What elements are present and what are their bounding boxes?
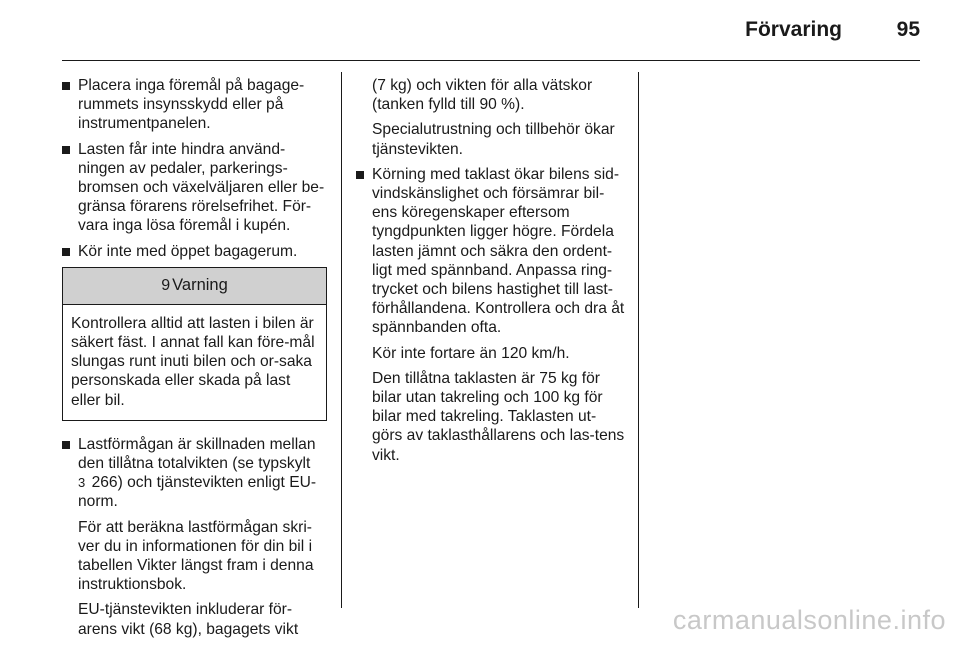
bullet-item: Placera inga föremål på bagage-rummets insynsskydd eller på instrumentpanelen. bbox=[62, 76, 327, 134]
warning-icon: 9 bbox=[161, 277, 171, 295]
column-left bbox=[62, 76, 327, 645]
header-rule bbox=[62, 60, 920, 61]
capacity-text-after-ref: 266) och tjänstevikten enligt EU-norm. bbox=[78, 474, 317, 511]
page-title: Förvaring bbox=[745, 18, 842, 41]
bullet-item-capacity bbox=[62, 435, 327, 512]
watermark: carmanualsonline.info bbox=[672, 605, 946, 635]
warning-box bbox=[62, 267, 327, 421]
bullet-item-roof-load: Körning med taklast ökar bilens sid-vindskänslighet och försämrar bil-ens köregenskaper eftersom tyngdpunkten ligger högre. Fördela lasten jämnt och säkra den ordent-ligt med spännband. Anpassa ring-trycket och bilens hastighet till last-förhållandena. Kontrollera och dra åt spännbanden ofta. bbox=[356, 165, 626, 338]
bullet-item: Lasten får inte hindra använd-ningen av pedaler, parkerings-bromsen och växelväljaren eller be-gränsa förarens rörelsefrihet. För-vara inga lösa föremål i kupén. bbox=[62, 140, 327, 236]
column-divider-left bbox=[341, 72, 342, 608]
page-number: 95 bbox=[896, 18, 920, 41]
warning-title: Varning bbox=[172, 276, 228, 295]
paragraph-roof-limit: Den tillåtna taklasten är 75 kg för bilar utan takreling och 100 kg för bilar med takreling. Taklasten ut-görs av taklasthållarens och las-tens vikt. bbox=[372, 369, 625, 464]
paragraph-special: Specialutrustning och tillbehör ökar tjänstevikten. bbox=[372, 121, 615, 158]
capacity-text: Lastförmågan är skillnaden mellan den tillåtna totalvikten (se typskylt bbox=[78, 435, 316, 473]
paragraph-continued: (7 kg) och vikten för alla vätskor (tanken fylld till 90 %). bbox=[372, 77, 593, 114]
paragraph-calc: För att beräkna lastförmågan skri-ver du in informationen för din bil i tabellen Vikter längst fram i denna instruktionsbok. bbox=[78, 518, 314, 594]
bullet-item: Kör inte med öppet bagagerum. bbox=[62, 242, 327, 261]
page-reference-icon: 3 bbox=[78, 475, 86, 491]
warning-body: Kontrollera alltid att lasten i bilen är säkert fäst. I annat fall kan före-mål slungas runt inuti bilen och or-saka personskada eller skada på last eller bil. bbox=[71, 314, 315, 409]
column-middle bbox=[356, 76, 626, 471]
column-divider-right bbox=[638, 72, 639, 608]
paragraph-speed: Kör inte fortare än 120 km/h. bbox=[372, 344, 570, 362]
warning-header bbox=[63, 268, 326, 305]
paragraph-eu-weight: EU-tjänstevikten inkluderar för-arens vikt (68 kg), bagagets vikt bbox=[78, 601, 299, 638]
